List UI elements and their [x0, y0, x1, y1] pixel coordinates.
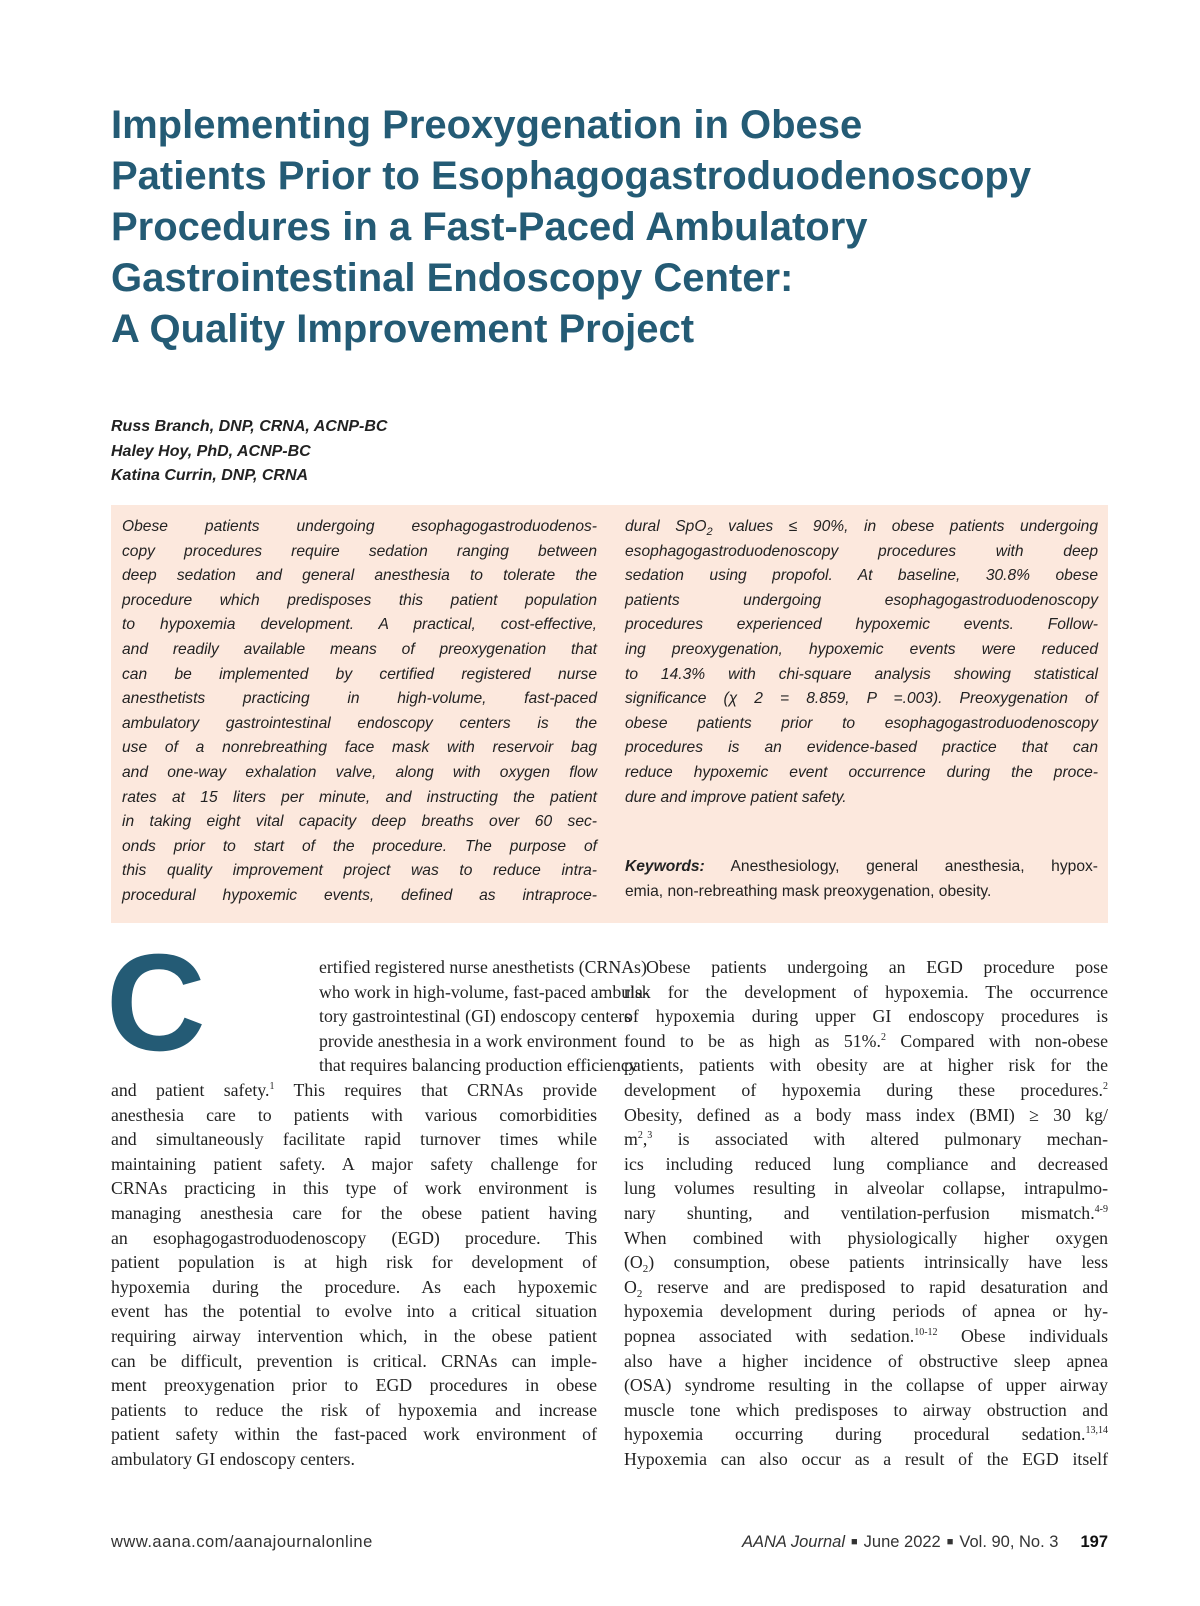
body-line: muscle tone which predisposes to airway obstruction and	[624, 1399, 1108, 1420]
abstract-line: procedures experienced hypoxemic events. Follow-	[625, 616, 1098, 634]
article-title	[111, 100, 1111, 355]
body-line: patient population is at high risk for development of	[111, 1252, 597, 1273]
body-line: ics including reduced lung compliance and decreased	[624, 1153, 1108, 1174]
abstract-line: ing preoxygenation, hypoxemic events were reduced	[625, 640, 1098, 658]
footer-url[interactable]: www.aana.com/aanajournalonline	[111, 1533, 373, 1551]
abstract-line: procedures is an evidence-based practice that can	[625, 739, 1098, 757]
body-line: maintaining patient safety. A major safety challenge for	[111, 1153, 597, 1174]
abstract-line: use of a nonrebreathing face mask with reservoir bag	[122, 739, 597, 757]
keywords-label: Keywords:	[625, 858, 705, 875]
abstract-left-column	[122, 515, 597, 909]
body-line: who work in high-volume, fast-paced ambula-	[319, 981, 649, 1002]
volume-number: Vol. 90, No. 3	[959, 1533, 1059, 1551]
body-line: risk for the development of hypoxemia. The occurrence	[624, 981, 1108, 1002]
body-line: patients to reduce the risk of hypoxemia and increase	[111, 1399, 597, 1420]
body-line: $O_2$ reserve and are predisposed to rapid desaturation and	[624, 1276, 1108, 1300]
body-line: Obese patients undergoing an EGD procedure pose	[646, 957, 1108, 977]
abstract-line: dural SpO$_2$ values ≤ 90%, in obese patients undergoing	[625, 518, 1098, 538]
body-line: event has the potential to evolve into a critical situation	[111, 1301, 597, 1322]
body-line: and patient safety.$^1$ This requires that CRNAs provide	[111, 1079, 597, 1100]
body-line: ertified registered nurse anesthetists (CRNAs)	[319, 957, 647, 977]
abstract-line: onds prior to start of the procedure. The purpose of	[122, 837, 597, 855]
page-number: 197	[1080, 1533, 1108, 1551]
body-line: (OSA) syndrome resulting in the collapse of upper airway	[624, 1375, 1108, 1396]
abstract-line: copy procedures require sedation ranging between	[122, 542, 597, 560]
keywords-line: Keywords: Anesthesiology, general anesthesia, hypox-	[625, 858, 1098, 875]
abstract-line: to hypoxemia development. A practical, cost-effective,	[122, 616, 597, 634]
abstract-line: patients undergoing esophagogastroduodenoscopy	[625, 591, 1098, 609]
abstract-line: procedural hypoxemic events, defined as intraproce-	[122, 886, 597, 904]
author: Katina Currin, DNP, CRNA	[111, 467, 309, 484]
body-line: lung volumes resulting in alveolar collapse, intrapulmo-	[624, 1178, 1108, 1199]
body-line: CRNAs practicing in this type of work environment is	[111, 1178, 597, 1199]
keywords	[625, 855, 1098, 904]
drop-cap: C	[106, 926, 206, 1080]
abstract-line: can be implemented by certified registered nurse	[122, 665, 597, 683]
body-line: Obesity, defined as a body mass index (BMI) ≥ 30 kg/	[624, 1104, 1108, 1125]
abstract-line: to 14.3% with chi-square analysis showing statistical	[625, 665, 1098, 683]
separator-icon: ■	[946, 1536, 954, 1548]
separator-icon: ■	[851, 1536, 858, 1548]
body-line: ambulatory GI endoscopy centers.	[111, 1448, 355, 1469]
author: Haley Hoy, PhD, ACNP-BC	[111, 442, 311, 460]
body-line: managing anesthesia care for the obese patient having	[111, 1202, 597, 1223]
abstract-line: ambulatory gastrointestinal endoscopy centers is the	[122, 714, 597, 732]
abstract-line: esophagogastroduodenoscopy procedures with deep	[625, 542, 1098, 560]
body-line: that requires balancing production efficiency	[319, 1055, 638, 1076]
body-line: tory gastrointestinal (GI) endoscopy centers	[319, 1006, 632, 1027]
abstract-line: and one-way exhalation valve, along with oxygen flow	[122, 763, 597, 781]
body-right-column	[624, 955, 1108, 1471]
author: Russ Branch, DNP, CRNA, ACNP-BC	[111, 418, 388, 435]
body-line: Hypoxemia can also occur as a result of the EGD itself	[624, 1448, 1108, 1469]
abstract-line: obese patients prior to esophagogastroduodenoscopy	[625, 714, 1098, 732]
abstract-line: deep sedation and general anesthesia to tolerate the	[122, 567, 597, 585]
body-line: requiring airway intervention which, in the obese patient	[111, 1325, 597, 1346]
abstract-line: reduce hypoxemic event occurrence during the proce-	[625, 763, 1098, 781]
abstract-line: anesthetists practicing in high-volume, fast-paced	[122, 690, 597, 708]
body-line: anesthesia care to patients with various comorbidities	[111, 1104, 597, 1125]
body-line: hypoxemia occurring during procedural sedation.$^{13,14}$	[624, 1424, 1108, 1445]
body-left-column	[111, 955, 649, 1471]
issue-date: June 2022	[863, 1533, 941, 1551]
footer-citation	[742, 1533, 1108, 1552]
body-line: development of hypoxemia during these procedures.$^2$	[624, 1079, 1108, 1100]
body-line: also have a higher incidence of obstructive sleep apnea	[624, 1350, 1108, 1371]
body-line: popnea associated with sedation.$^{10-12}$ Obese individuals	[624, 1325, 1108, 1346]
abstract-line: dure and improve patient safety.	[625, 788, 847, 806]
body-line: patient safety within the fast-paced work environment of	[111, 1424, 597, 1445]
body-line: ment preoxygenation prior to EGD procedures in obese	[111, 1375, 597, 1396]
title-line: Implementing Preoxygenation in Obese	[111, 103, 863, 147]
abstract-line: in taking eight vital capacity deep breaths over 60 sec-	[122, 813, 597, 831]
body-line: hypoxemia during the procedure. As each hypoxemic	[111, 1276, 597, 1297]
keywords-line: emia, non-rebreathing mask preoxygenation, obesity.	[625, 882, 992, 900]
abstract-right-column	[625, 515, 1098, 810]
body-line: found to be as high as 51%.$^2$ Compared with non-obese	[624, 1030, 1108, 1051]
body-line: When combined with physiologically higher oxygen	[624, 1227, 1108, 1248]
body-line: and simultaneously facilitate rapid turnover times while	[111, 1129, 597, 1150]
abstract-line: sedation using propofol. At baseline, 30.8% obese	[625, 567, 1098, 585]
title-line: Procedures in a Fast-Paced Ambulatory	[111, 205, 868, 249]
abstract-line: rates at 15 liters per minute, and instructing the patient	[122, 788, 597, 806]
body-line: an esophagogastroduodenoscopy (EGD) procedure. This	[111, 1227, 597, 1248]
abstract-line: this quality improvement project was to reduce intra-	[122, 862, 597, 880]
title-line: Patients Prior to Esophagogastroduodenoscopy	[111, 154, 1032, 198]
body-line: of hypoxemia during upper GI endoscopy procedures is	[624, 1006, 1108, 1027]
abstract-line: and readily available means of preoxygenation that	[122, 640, 597, 658]
body-line: patients, patients with obesity are at higher risk for the	[624, 1055, 1108, 1076]
abstract-line: procedure which predisposes this patient population	[122, 591, 597, 609]
body-line: nary shunting, and ventilation-perfusion mismatch.$^{4-9}$	[624, 1202, 1108, 1223]
abstract-box	[111, 505, 1108, 923]
abstract-line: Obese patients undergoing esophagogastroduodenos-	[122, 518, 597, 535]
body-line: $m^2,^3$ is associated with altered pulmonary mechan-	[624, 1129, 1108, 1150]
body-line: $(O_2)$ consumption, obese patients intrinsically have less	[624, 1252, 1108, 1276]
author-list	[111, 415, 387, 489]
abstract-line: significance (χ 2 = 8.859, P =.003). Preoxygenation of	[625, 690, 1098, 708]
title-line: Gastrointestinal Endoscopy Center:	[111, 256, 794, 300]
body-line: hypoxemia development during periods of apnea or hy-	[624, 1301, 1108, 1322]
body-line: provide anesthesia in a work environment	[319, 1030, 617, 1051]
body-line: can be difficult, prevention is critical. CRNAs can imple-	[111, 1350, 597, 1371]
title-line: A Quality Improvement Project	[111, 307, 695, 351]
journal-name: AANA Journal	[741, 1533, 845, 1551]
